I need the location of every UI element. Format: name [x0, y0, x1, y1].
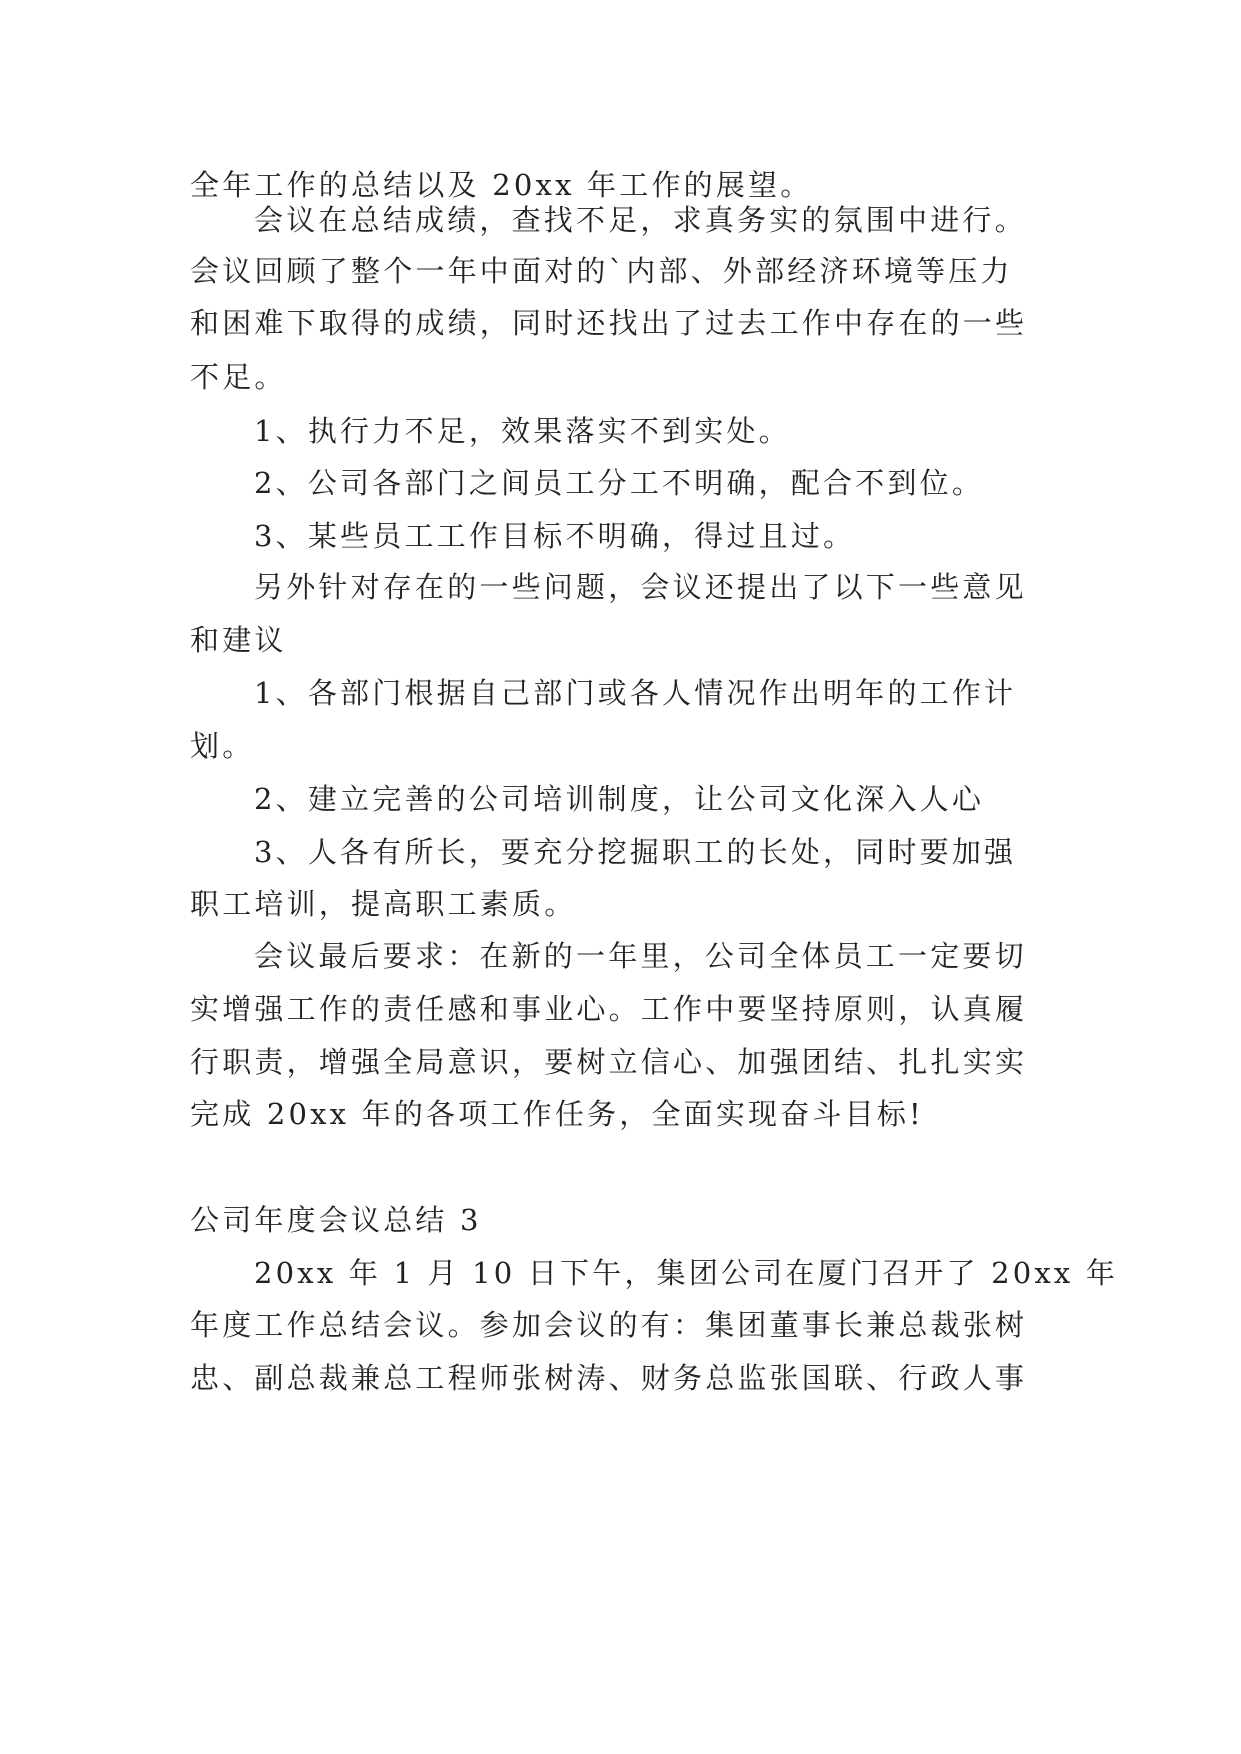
list-item: 3、人各有所长，要充分挖掘职工的长处，同时要加强 [254, 835, 1017, 869]
list-item: 1、执行力不足，效果落实不到实处。 [254, 414, 791, 448]
paragraph-start-line: 另外针对存在的一些问题，会议还提出了以下一些意见 [254, 570, 1027, 604]
list-item: 2、公司各部门之间员工分工不明确，配合不到位。 [254, 466, 985, 500]
text-line: 职工培训，提高职工素质。 [190, 887, 577, 921]
list-item: 2、建立完善的公司培训制度，让公司文化深入人心 [254, 782, 985, 816]
section-heading: 公司年度会议总结 3 [190, 1203, 482, 1237]
text-line: 不足。 [190, 360, 287, 394]
paragraph-start-line: 会议最后要求：在新的一年里，公司全体员工一定要切 [254, 939, 1027, 973]
paragraph-start-line: 20xx 年 1 月 10 日下午，集团公司在厦门召开了 20xx 年 [254, 1256, 1119, 1290]
list-item: 1、各部门根据自己部门或各人情况作出明年的工作计 [254, 676, 1017, 710]
paragraph-start-line: 会议在总结成绩，查找不足，求真务实的氛围中进行。 [254, 203, 1027, 237]
text-line: 完成 20xx 年的各项工作任务，全面实现奋斗目标! [190, 1097, 924, 1131]
text-line: 实增强工作的责任感和事业心。工作中要坚持原则，认真履 [190, 992, 1028, 1026]
text-line: 全年工作的总结以及 20xx 年工作的展望。 [190, 168, 813, 202]
list-item: 3、某些员工工作目标不明确，得过且过。 [254, 519, 856, 553]
text-line: 划。 [190, 729, 255, 763]
text-line: 和建议 [190, 623, 287, 657]
text-line: 会议回顾了整个一年中面对的`内部、外部经济环境等压力 [190, 254, 1013, 288]
text-line: 忠、副总裁兼总工程师张树涛、财务总监张国联、行政人事 [190, 1361, 1028, 1395]
text-line: 和困难下取得的成绩，同时还找出了过去工作中存在的一些 [190, 306, 1028, 340]
text-line: 行职责，增强全局意识，要树立信心、加强团结、扎扎实实 [190, 1045, 1028, 1079]
text-line: 年度工作总结会议。参加会议的有：集团董事长兼总裁张树 [190, 1308, 1028, 1342]
